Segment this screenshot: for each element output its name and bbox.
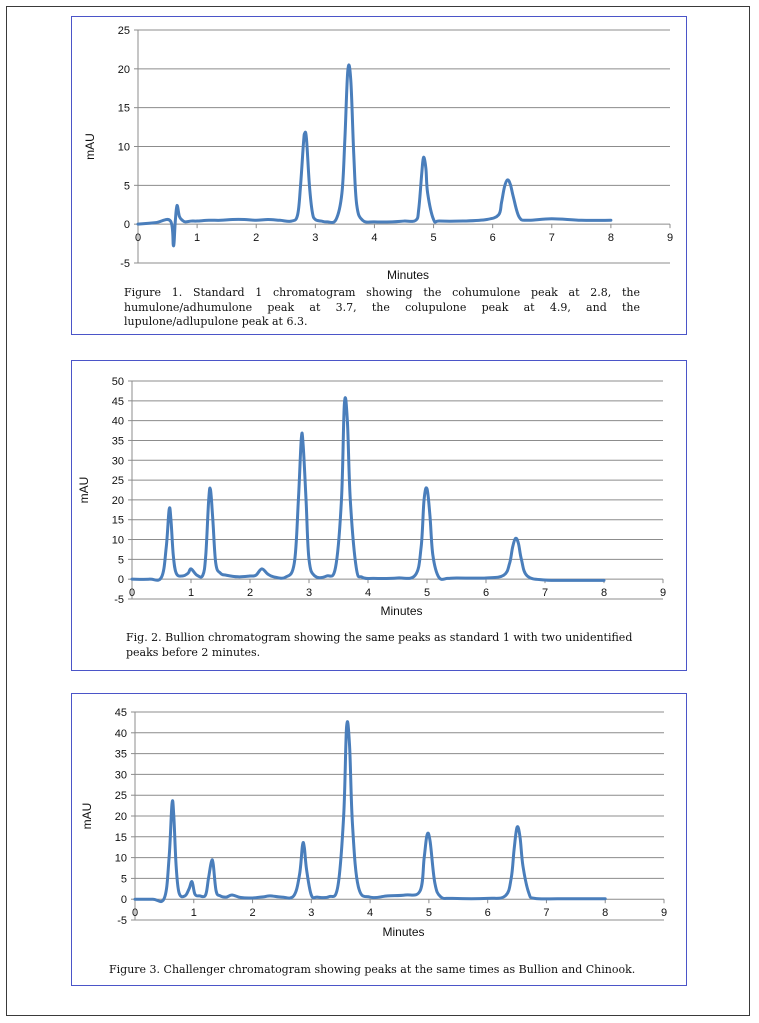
- x-tick-label: 5: [423, 587, 431, 600]
- x-tick-label: 3: [312, 232, 319, 245]
- chromatogram-line-1: [135, 722, 605, 902]
- figure-3: [71, 693, 687, 986]
- y-axis-title: mAU: [80, 802, 94, 830]
- x-tick-label: 1: [190, 907, 197, 920]
- y-tick-label: 0: [117, 574, 124, 587]
- x-tick-label: 9: [659, 587, 667, 600]
- y-tick-label: 50: [111, 376, 124, 388]
- y-tick-label: 20: [114, 811, 127, 823]
- chromatogram-line-1: [132, 398, 604, 581]
- y-tick-label: 10: [114, 852, 127, 865]
- y-tick-label: 10: [117, 141, 130, 154]
- x-tick-label: 8: [607, 232, 614, 245]
- x-tick-label: 3: [308, 907, 315, 920]
- chromatogram-line-1: [138, 65, 611, 246]
- x-tick-label: 9: [666, 232, 674, 245]
- x-tick-label: 8: [602, 907, 609, 920]
- y-tick-label: 25: [117, 25, 130, 37]
- y-tick-label: 25: [111, 475, 124, 488]
- y-tick-label: 40: [114, 727, 127, 740]
- y-tick-label: 15: [111, 514, 124, 527]
- x-tick-label: 7: [548, 232, 555, 245]
- y-tick-label: 5: [117, 554, 124, 567]
- x-tick-label: 2: [246, 587, 254, 600]
- y-tick-label: 40: [111, 415, 124, 428]
- figure-2-caption: Fig. 2. Bullion chromatogram showing the same peaks as standard 1 with two unidentified peaks before 2 minutes.: [126, 631, 633, 659]
- x-tick-label: 7: [543, 907, 550, 920]
- y-tick-label: 5: [123, 180, 130, 193]
- x-tick-label: 1: [194, 232, 201, 245]
- figure-3-caption: Figure 3. Challenger chromatogram showing peaks at the same times as Bullion and Chinook.: [109, 963, 636, 976]
- x-tick-label: 1: [187, 587, 195, 600]
- x-tick-label: 5: [430, 232, 437, 245]
- chart-3: [72, 694, 688, 987]
- y-tick-label: 35: [111, 435, 124, 448]
- x-tick-label: 3: [305, 587, 313, 600]
- x-axis-title: Minutes: [380, 604, 423, 618]
- y-axis-title: mAU: [83, 133, 97, 160]
- x-tick-label: 6: [489, 232, 496, 245]
- x-tick-label: 7: [541, 587, 549, 600]
- y-tick-label: 45: [114, 707, 127, 719]
- figure-2: [71, 360, 687, 671]
- figure-1: [71, 16, 687, 335]
- y-tick-label: -5: [120, 258, 130, 270]
- y-tick-label: 20: [117, 63, 130, 76]
- y-tick-label: -5: [117, 915, 127, 927]
- x-tick-label: 0: [128, 587, 136, 600]
- y-tick-label: 20: [111, 494, 124, 507]
- x-axis-title: Minutes: [382, 925, 425, 939]
- y-tick-label: -5: [114, 594, 124, 606]
- x-tick-label: 5: [425, 907, 432, 920]
- x-tick-label: 0: [134, 232, 142, 245]
- y-tick-label: 35: [114, 748, 127, 761]
- x-axis-title: Minutes: [386, 268, 430, 282]
- x-tick-label: 8: [600, 587, 608, 600]
- y-tick-label: 10: [111, 534, 124, 547]
- x-tick-label: 4: [367, 907, 374, 920]
- y-tick-label: 15: [114, 831, 127, 844]
- y-tick-label: 30: [114, 769, 127, 782]
- figure-1-caption: Figure 1. Standard 1 chromatogram showing the cohumulone peak at 2.8, the humulone/adhumulone peak at 3.7, the colupulone peak at 4.9, and the lupulone/adlupulone peak at 6.3.: [124, 286, 640, 328]
- x-tick-label: 9: [660, 907, 668, 920]
- x-tick-label: 2: [253, 232, 260, 245]
- x-tick-label: 4: [371, 232, 378, 245]
- y-tick-label: 0: [120, 894, 127, 907]
- x-tick-label: 2: [249, 907, 256, 920]
- x-tick-label: 6: [482, 587, 490, 600]
- y-tick-label: 25: [114, 790, 127, 803]
- x-tick-label: 0: [131, 907, 139, 920]
- x-tick-label: 4: [364, 587, 372, 600]
- y-tick-label: 30: [111, 455, 124, 468]
- chart-2: [72, 361, 688, 672]
- y-tick-label: 5: [120, 873, 127, 886]
- y-tick-label: 0: [123, 219, 130, 232]
- y-tick-label: 45: [111, 395, 124, 408]
- x-tick-label: 6: [484, 907, 491, 920]
- y-tick-label: 15: [117, 102, 130, 115]
- y-axis-title: mAU: [77, 476, 91, 504]
